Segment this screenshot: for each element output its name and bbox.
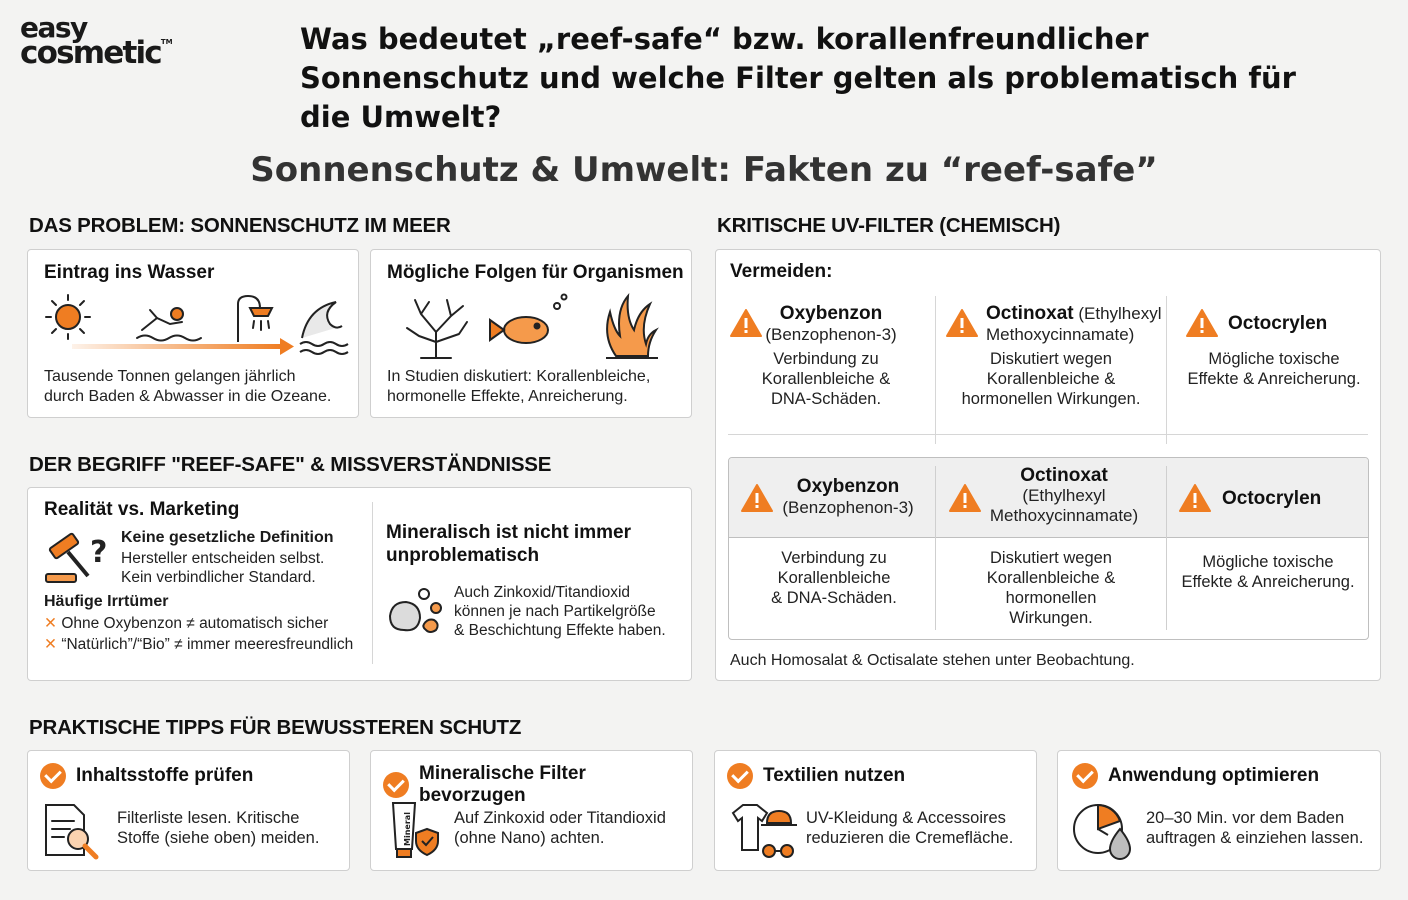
cross-icon: ✕	[44, 615, 57, 632]
tip-text: Auf Zinkoxid oder Titandioxid (ohne Nano) achten.	[454, 809, 666, 847]
table-octocrylen-desc: Mögliche toxische Effekte & Anreicherung.	[1181, 553, 1355, 591]
coral-icon	[407, 300, 467, 358]
fish-icon	[490, 295, 567, 344]
tip-title: Anwendung optimieren	[1108, 765, 1320, 786]
card-water-entry	[27, 249, 359, 418]
water-entry-text: Tausende Tonnen gelangen jährlich durch Baden & Abwasser in die Ozeane.	[44, 368, 332, 405]
tip-card-textiles	[714, 750, 1037, 871]
particles-icon	[386, 584, 446, 640]
table-octinoxat: Octinoxat (Ethylhexyl Methoxycinnamate)	[989, 465, 1139, 525]
clock-drop-icon	[1070, 799, 1136, 861]
card-water-entry-title: Eintrag ins Wasser	[44, 262, 215, 283]
problem-heading: DAS PROBLEM: SONNENSCHUTZ IM MEER	[29, 214, 451, 237]
warning-icon	[1179, 483, 1211, 513]
octocrylen-desc: Mögliche toxische Effekte & Anreicherung.	[1187, 350, 1361, 388]
tip-text: 20–30 Min. vor dem Baden auftragen & einziehen lassen.	[1146, 809, 1364, 847]
clothing-icon	[727, 799, 797, 861]
logo-line-1: easy	[20, 11, 87, 44]
cross-icon: ✕	[44, 636, 57, 653]
gavel-question-icon	[42, 532, 112, 586]
warning-icon	[949, 483, 981, 513]
svg-text:?: ?	[90, 535, 108, 570]
filters-heading: KRITISCHE UV-FILTER (CHEMISCH)	[717, 214, 1061, 237]
card-organism-effects	[370, 249, 692, 418]
tip-text: UV-Kleidung & Accessoires reduzieren die Cremefläche.	[806, 809, 1014, 847]
tip-title: Inhaltsstoffe prüfen	[76, 765, 254, 786]
tip-card-mineral	[370, 750, 693, 871]
filter-octinoxat: Octinoxat (Ethylhexyl Methoxycinnamate)	[986, 303, 1162, 344]
card-reality-marketing	[27, 487, 692, 681]
oxybenzon-desc: Verbindung zu Korallenbleiche & DNA-Schäden.	[761, 350, 891, 408]
seaweed-icon	[606, 296, 658, 358]
brand-logo	[20, 11, 173, 71]
table-octocrylen: Octocrylen	[1222, 488, 1322, 509]
avoid-label: Vermeiden:	[730, 261, 833, 282]
flow-arrow	[72, 338, 294, 355]
tip-title: Mineralische Filter bevorzugen	[419, 763, 586, 806]
definition-text: Hersteller entscheiden selbst. Kein verbindlicher Standard.	[121, 550, 325, 586]
tip-card-application	[1057, 750, 1381, 871]
filters-note: Auch Homosalat & Octisalate stehen unter Beobachtung.	[730, 652, 1135, 669]
check-icon	[727, 763, 753, 789]
mineral-title: Mineralisch ist nicht immer unproblematisch	[386, 522, 631, 566]
reality-marketing-title: Realität vs. Marketing	[44, 499, 240, 520]
sunscreen-tube-icon	[387, 799, 447, 863]
filters-table	[728, 457, 1369, 640]
organism-illustration	[401, 292, 671, 362]
filter-octocrylen: Octocrylen	[1228, 313, 1328, 334]
warning-icon	[1186, 308, 1218, 338]
logo-trademark: TM	[160, 37, 173, 46]
check-icon	[1072, 763, 1098, 789]
table-oxybenzon-desc: Verbindung zu Korallenbleiche & DNA-Schäden.	[771, 549, 897, 607]
organism-effects-text: In Studien diskutiert: Korallenbleiche, hormonelle Effekte, Anreicherung.	[387, 368, 651, 405]
tip-card-ingredients	[27, 750, 350, 871]
tip-text: Filterliste lesen. Kritische Stoffe (siehe oben) meiden.	[117, 809, 320, 847]
page-question: Was bedeutet „reef-safe“ bzw. korallenfreundlicher Sonnenschutz und welche Filter gelten als problematisch für die Umwelt?	[300, 22, 1296, 134]
warning-icon	[946, 308, 978, 338]
table-oxybenzon: Oxybenzon (Benzophenon-3)	[782, 476, 914, 517]
swimmer-icon	[137, 308, 201, 341]
document-magnifier-icon	[42, 801, 104, 861]
check-icon	[40, 763, 66, 789]
card-organism-effects-title: Mögliche Folgen für Organismen	[387, 262, 684, 283]
wave-icon	[300, 302, 348, 354]
sun-icon	[46, 295, 90, 339]
myths-list	[44, 613, 353, 655]
tip-title: Textilien nutzen	[763, 765, 906, 786]
table-octinoxat-desc: Diskutiert wegen Korallenbleiche & hormonellen Wirkungen.	[986, 549, 1116, 627]
page-title: Sonnenschutz & Umwelt: Fakten zu “reef-safe”	[250, 150, 1158, 190]
water-entry-illustration	[42, 292, 352, 362]
filter-oxybenzon: Oxybenzon (Benzophenon-3)	[765, 303, 897, 344]
check-icon	[383, 772, 409, 798]
no-legal-definition: Keine gesetzliche Definition	[121, 529, 334, 546]
logo-line-2: cosmetic	[20, 34, 161, 71]
warning-icon	[741, 483, 773, 513]
tube-label: Mineral	[403, 812, 412, 846]
reef-safe-heading: DER BEGRIFF "REEF-SAFE" & MISSVERSTÄNDNISSE	[29, 453, 552, 476]
card-uv-filters	[715, 249, 1381, 681]
shower-icon	[238, 296, 272, 342]
list-item: ✕ Ohne Oxybenzon ≠ automatisch sicher	[44, 615, 329, 632]
mineral-text: Auch Zinkoxid/Titandioxid können je nach Partikelgröße & Beschichtung Effekte haben.	[454, 584, 666, 639]
tips-heading: PRAKTISCHE TIPPS FÜR BEWUSSTEREN SCHUTZ	[29, 716, 522, 739]
octinoxat-desc: Diskutiert wegen Korallenbleiche & hormonellen Wirkungen.	[961, 350, 1141, 408]
myths-title: Häufige Irrtümer	[44, 593, 169, 610]
list-item: ✕ “Natürlich”/“Bio” ≠ immer meeresfreundlich	[44, 636, 354, 653]
